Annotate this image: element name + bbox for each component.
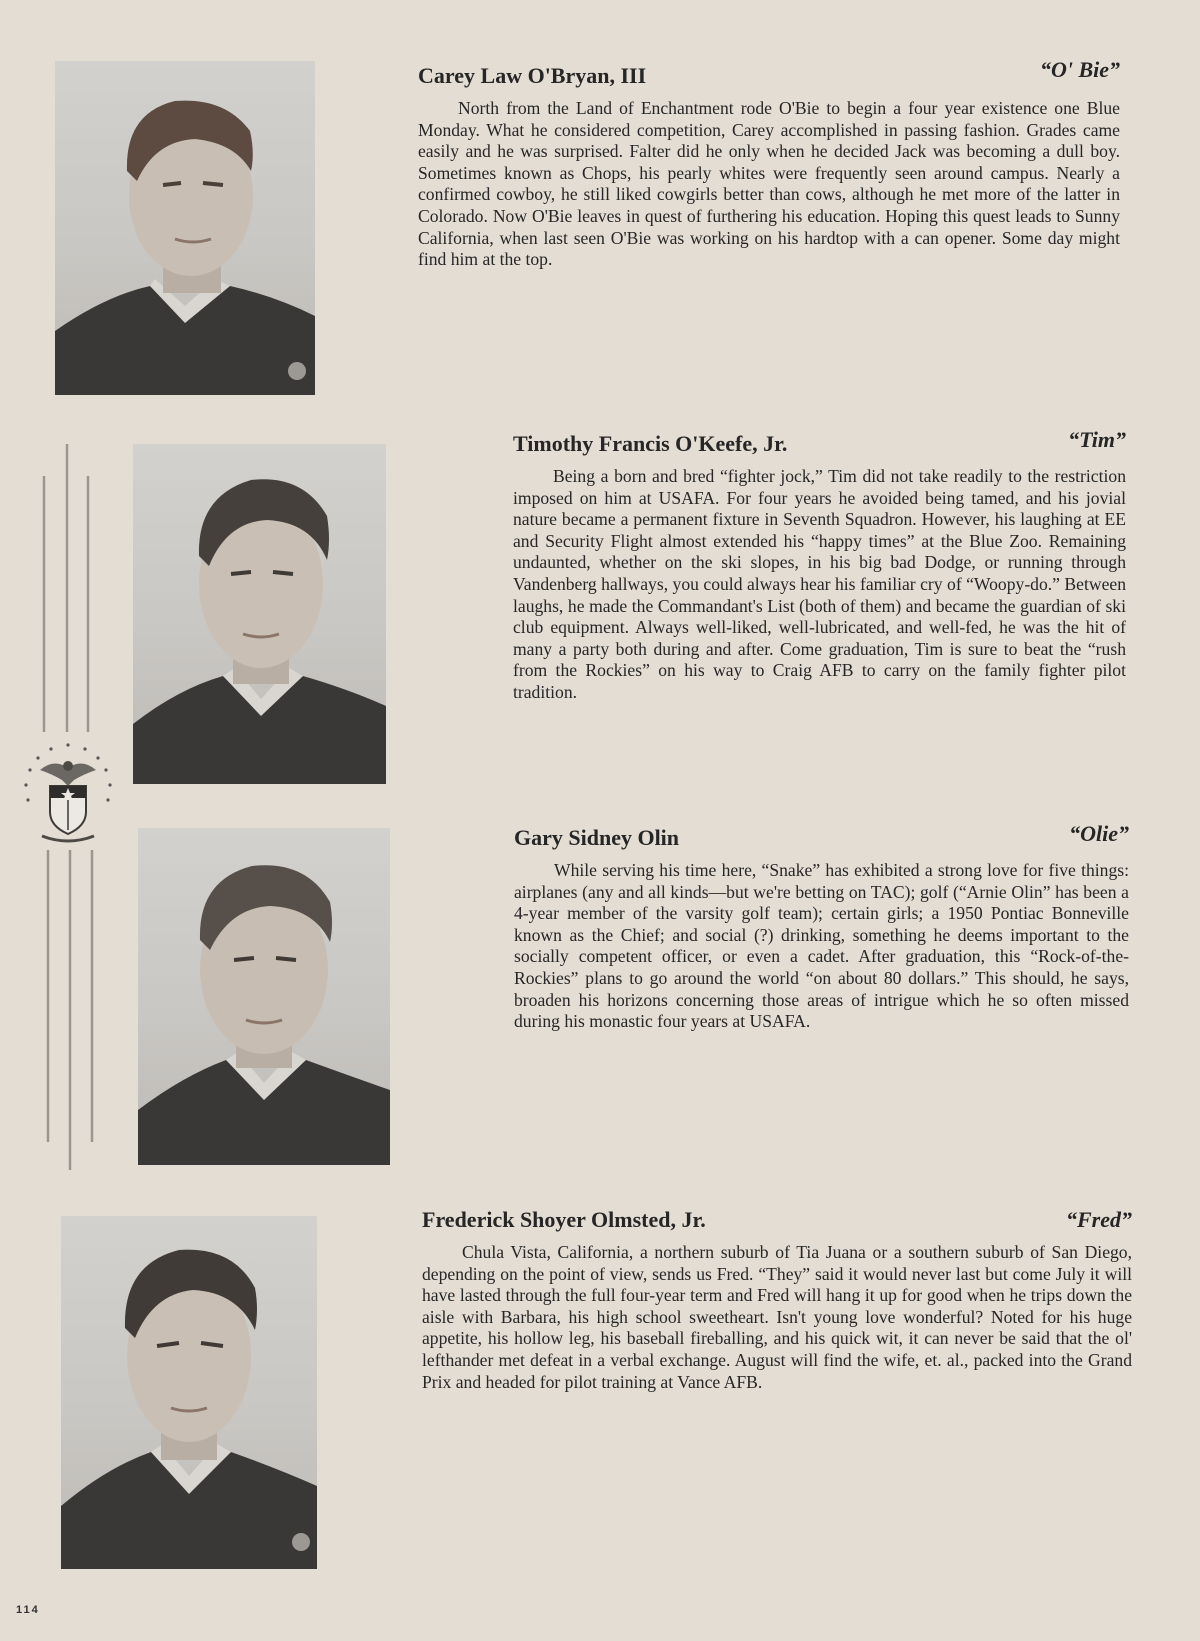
entry-header — [418, 57, 1120, 92]
cadet-name: Carey Law O'Bryan, III — [418, 63, 647, 88]
cadet-name: Frederick Shoyer Olmsted, Jr. — [422, 1207, 706, 1232]
entry-header — [514, 822, 1129, 854]
cadet-name: Timothy Francis O'Keefe, Jr. — [513, 431, 788, 456]
cadet-name: Gary Sidney Olin — [514, 825, 680, 850]
page-number: 114 — [16, 1604, 40, 1616]
cadet-entry — [514, 822, 1129, 1033]
cadet-bio: North from the Land of Enchantment rode O'Bie to begin a four year existence one Blue Monday. What he considered competition, Carey accomplished in passing fashion. Grades came easily and he was surprised. Falter did he only when he decided Jack was becoming a dull boy. Sometimes known as Chops, his pearly whites were frequently seen around campus. Nearly a confirmed cowboy, he still liked cowgirls better than cows, although he met more of the latter in Colorado. Now O'Bie leaves in quest of furthering his education. Hoping this quest leads to Sunny California, when last seen O'Bie was working on his hardtop with a can opener. Some day might find him at the top. — [418, 98, 1120, 270]
cadet-bio: While serving his time here, “Snake” has exhibited a strong love for five things: airplanes (any and all kinds—but we're betting on TAC); golf (“Arnie Olin” has been a 4-year member of the varsity golf team); certain girls; a 1950 Pontiac Bonneville known as the Chief; and social (?) drinking, something he deems important to the socially competent officer, or even a cadet. After graduation, this “Rock-of-the-Rockies” plans to go around the world “on about 80 dollars.” This should, he says, broaden his horizons concerning those areas of intrigue which he so often missed during his monastic four years at USAFA. — [514, 860, 1129, 1032]
portrait-photo — [133, 444, 386, 784]
cadet-nickname: “Olie” — [1069, 821, 1129, 846]
cadet-nickname: “O' Bie” — [1039, 57, 1120, 82]
academy-crest-icon — [24, 743, 111, 841]
cadet-bio: Being a born and bred “fighter jock,” Tim did not take readily to the restriction imposed on him at USAFA. For four years he avoided being tamed, and his jovial nature became a permanent fixture in Seventh Squadron. However, his laughing at EE and Security Flight almost extended his “happy times” at the Blue Zoo. Remaining undaunted, whether on the ski slopes, in his big bad Dodge, or running through Vandenberg hallways, you could always hear his familiar cry of “Woopy-do.” Between laughs, he made the Commandant's List (both of them) and became the guardian of ski club equipment. Always well-liked, well-lubricated, and well-fed, he was the hit of many a party both during and after. Come graduation, Tim is sure to beat the “rush from the Rockies” on his way to Craig AFB to carry on the family fighter pilot tradition. — [513, 466, 1126, 702]
cadet-nickname: “Fred” — [1066, 1207, 1132, 1232]
cadet-entry — [422, 1204, 1132, 1393]
entry-header — [422, 1204, 1132, 1236]
crest-decoration — [18, 440, 118, 1180]
portrait-photo — [61, 1216, 317, 1569]
cadet-entry — [418, 57, 1120, 271]
cadet-entry — [513, 428, 1126, 704]
portrait-photo — [55, 61, 315, 395]
entry-header — [513, 428, 1126, 460]
cadet-nickname: “Tim” — [1068, 427, 1126, 452]
portrait-photo — [138, 828, 390, 1165]
cadet-bio: Chula Vista, California, a northern suburb of Tia Juana or a southern suburb of San Diego, depending on the point of view, sends us Fred. “They” said it would never last but come July it will have lasted through the full four-year term and Fred will hang it up for good when he trips down the aisle with Barbara, his high school sweetheart. Isn't young love wonderful? Noted for his huge appetite, his hollow leg, his baseball fireballing, and his quick wit, it can never be said that the ol' lefthander met defeat in a verbal exchange. August will find the wife, et. al., packed into the Grand Prix and headed for pilot training at Vance AFB. — [422, 1242, 1132, 1392]
